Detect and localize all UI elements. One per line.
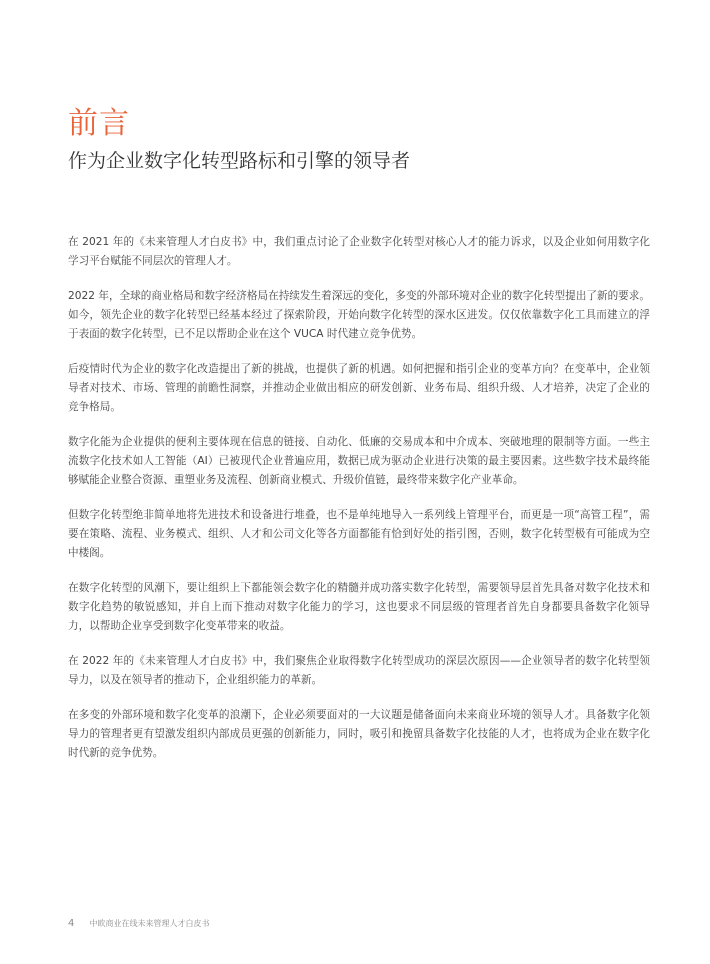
page-subtitle: 作为企业数字化转型路标和引擎的领导者 — [68, 150, 411, 172]
paragraph-7: 在 2022 年的《未来管理人才白皮书》中，我们聚焦企业取得数字化转型成功的深层次原因——企业领导者的数字化转型领导力，以及在领导者的推动下，企业组织能力的革新。 — [68, 655, 650, 686]
page-number: 4 — [68, 918, 75, 929]
paragraph-6: 在数字化转型的风潮下，要让组织上下都能领会数字化的精髓并成功落实数字化转型，需要领导层首先具备对数字化技术和数字化趋势的敏锐感知，并自上而下推动对数字化能力的学习，这也要求不同层级的管理者首先自身都要具备数字化领导力，以帮助企业享受到数字化变革带来的收益。 — [68, 582, 650, 632]
page-footer — [68, 911, 209, 930]
paragraph-2: 2022 年，全球的商业格局和数字经济格局在持续发生着深远的变化，多变的外部环境对企业的数字化转型提出了新的要求。如今，领先企业的数字化转型已经基本经过了探索阶段，开始向数字化转型的深水区进发。仅仅依靠数字化工具而建立的浮于表面的数字化转型，已不足以帮助企业在这个 VUCA 时代建立竞争优势。 — [68, 290, 650, 340]
publication-name: 中欧商业在线未来管理人才白皮书 — [89, 919, 210, 928]
paragraph-5: 但数字化转型绝非简单地将先进技术和设备进行堆叠，也不是单纯地导入一系列线上管理平台，而更是一项“高管工程”，需要在策略、流程、业务模式、组织、人才和公司文化等各方面都能有恰到好处的指引图，否则，数字化转型极有可能成为空中楼阁。 — [68, 509, 650, 559]
paragraph-3: 后疫情时代为企业的数字化改造提出了新的挑战，也提供了新的机遇。如何把握和指引企业的变革方向？在变革中，企业领导者对技术、市场、管理的前瞻性洞察，并推动企业做出相应的研发创新、业务布局、组织升级、人才培养，决定了企业的竞争格局。 — [68, 363, 650, 413]
paragraph-1: 在 2021 年的《未来管理人才白皮书》中，我们重点讨论了企业数字化转型对核心人才的能力诉求，以及企业如何用数字化学习平台赋能不同层次的管理人才。 — [68, 236, 650, 267]
paragraph-4: 数字化能为企业提供的便利主要体现在信息的链接、自动化、低廉的交易成本和中介成本、突破地理的限制等方面。一些主流数字化技术如人工智能（AI）已被现代企业普遍应用，数据已成为驱动企业进行决策的最主要因素。这些数字技术最终能够赋能企业整合资源、重塑业务及流程、创新商业模式、升级价值链，最终带来数字化产业革命。 — [68, 436, 650, 486]
page-title: 前言 — [68, 106, 130, 141]
paragraph-8: 在多变的外部环境和数字化变革的浪潮下，企业必须要面对的一大议题是储备面向未来商业环境的领导人才。具备数字化领导力的管理者更有望激发组织内部成员更强的创新能力，同时，吸引和挽留具备数字化技能的人才，也将成为企业在数字化时代新的竞争优势。 — [68, 709, 650, 759]
body-text — [68, 233, 650, 779]
